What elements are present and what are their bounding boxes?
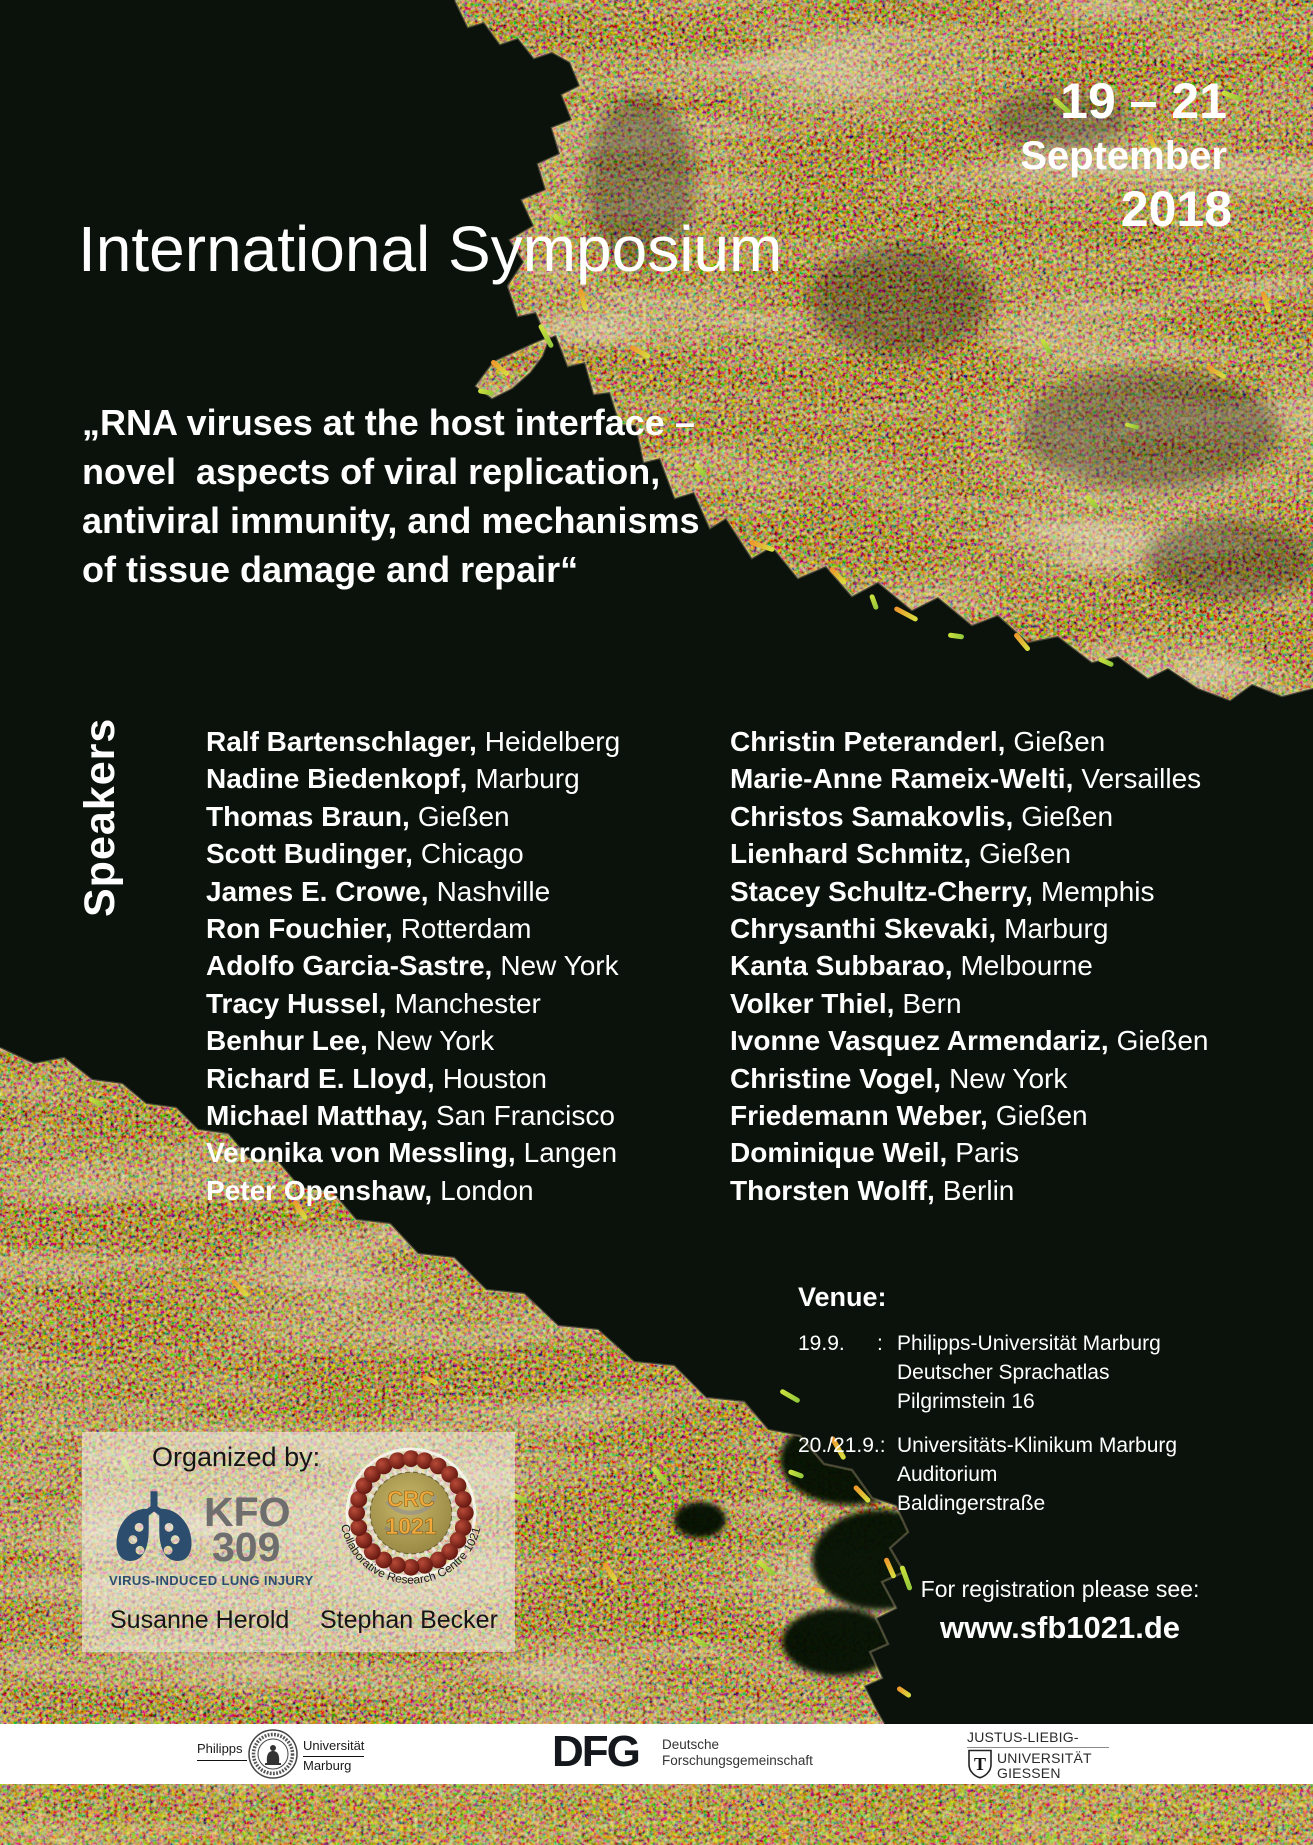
speaker-row: Lienhard Schmitz, Gießen xyxy=(730,838,1071,870)
speaker-row: Tracy Hussel, Manchester xyxy=(206,987,541,1019)
venue-line: Philipps-Universität Marburg xyxy=(897,1332,1161,1355)
registration-text: For registration please see: xyxy=(920,1576,1200,1602)
speakers-column-left xyxy=(206,723,620,1209)
speaker-row: Marie-Anne Rameix-Welti, Versailles xyxy=(730,763,1202,795)
organized-by-heading: Organized by: xyxy=(152,1442,321,1472)
speaker-row: Adolfo Garcia-Sastre, New York xyxy=(206,950,619,982)
dfg-logo-line: Deutsche xyxy=(662,1737,720,1752)
speaker-row: Ivonne Vasquez Armendariz, Gießen xyxy=(730,1025,1209,1057)
venue-line: Auditorium xyxy=(897,1463,998,1486)
venue-line: Universitäts-Klinikum Marburg xyxy=(897,1434,1178,1457)
speaker-row: Volker Thiel, Bern xyxy=(730,987,962,1019)
jlu-logo-line2: UNIVERSITÄT xyxy=(997,1750,1092,1766)
speaker-row: Richard E. Lloyd, Houston xyxy=(206,1062,547,1094)
speaker-row: Christos Samakovlis, Gießen xyxy=(730,800,1114,832)
poster-title: International Symposium xyxy=(78,213,783,285)
venue-row xyxy=(798,1431,1177,1518)
registration-url: www.sfb1021.de xyxy=(939,1610,1181,1645)
dfg-logo-abbr: DFG xyxy=(552,1727,639,1776)
speakers-heading: Speakers xyxy=(76,717,124,917)
jlu-logo xyxy=(967,1729,1117,1781)
venue-heading: Venue: xyxy=(798,1282,887,1312)
venue-line: Deutscher Sprachatlas xyxy=(897,1361,1110,1384)
virus-icon xyxy=(332,1444,490,1606)
jlu-logo-line3: GIESSEN xyxy=(997,1765,1061,1781)
crc-logo-text: CRC xyxy=(387,1486,435,1512)
crc-logo-number: 1021 xyxy=(385,1512,437,1539)
jlu-shield-letter: T xyxy=(973,1754,987,1774)
speaker-row: Michael Matthay, San Francisco xyxy=(206,1100,615,1132)
speaker-row: Benhur Lee, New York xyxy=(206,1025,495,1057)
date-range: 19 – 21 xyxy=(1060,73,1227,129)
venue-date-label: 20./21.9.: xyxy=(798,1434,886,1457)
marburg-logo-marburg: Marburg xyxy=(303,1758,352,1773)
venue-date-label: 19.9. xyxy=(798,1332,845,1355)
speaker-row: Christin Peteranderl, Gießen xyxy=(730,726,1106,757)
symposium-topic xyxy=(82,398,700,594)
kfo-tagline: VIRUS-INDUCED LUNG INJURY xyxy=(109,1573,314,1588)
date-year: 2018 xyxy=(1120,181,1232,237)
topic-line: antiviral immunity, and mechanisms xyxy=(82,500,700,541)
marburg-logo-universitaet: Universität xyxy=(303,1739,364,1757)
speaker-row: Thorsten Wolff, Berlin xyxy=(730,1174,1015,1206)
speaker-row: Veronika von Messling, Langen xyxy=(206,1137,618,1169)
speaker-row: Thomas Braun, Gießen xyxy=(206,800,510,832)
speaker-row: Scott Budinger, Chicago xyxy=(206,838,524,870)
venue-line: Pilgrimstein 16 xyxy=(897,1390,1035,1413)
speaker-row: Kanta Subbarao, Melbourne xyxy=(730,950,1093,982)
jlu-logo-line1: JUSTUS-LIEBIG- xyxy=(967,1729,1109,1748)
lungs-icon xyxy=(110,1488,198,1572)
registration-block xyxy=(886,1576,1234,1646)
venue-row xyxy=(798,1329,1177,1416)
marburg-logo-philipps: Philipps xyxy=(197,1741,247,1761)
speaker-row: Ralf Bartenschlager, Heidelberg xyxy=(206,726,621,757)
topic-line: novel aspects of viral replication, xyxy=(82,451,661,492)
speaker-row: Chrysanthi Skevaki, Marburg xyxy=(730,913,1109,945)
speaker-row: James E. Crowe, Nashville xyxy=(206,875,551,907)
speaker-row: Dominique Weil, Paris xyxy=(730,1137,1020,1169)
speaker-row: Friedemann Weber, Gießen xyxy=(730,1100,1088,1132)
organizer-name: Susanne Herold xyxy=(110,1606,290,1634)
speaker-row: Stacey Schultz-Cherry, Memphis xyxy=(730,875,1155,907)
crc-ring-text: Collaborative Research Centre 1021 xyxy=(338,1523,484,1587)
footer-logo-bar xyxy=(0,1724,1313,1784)
kfo-logo-number: 309 xyxy=(212,1524,281,1570)
speaker-row: Nadine Biedenkopf, Marburg xyxy=(206,763,580,795)
speaker-row: Ron Fouchier, Rotterdam xyxy=(206,913,532,945)
topic-line: „RNA viruses at the host interface – xyxy=(82,402,695,443)
topic-line: of tissue damage and repair“ xyxy=(82,549,579,590)
kfo-logo-text: KFO xyxy=(204,1489,291,1535)
date-block xyxy=(1020,73,1232,237)
date-month: September xyxy=(1020,134,1227,178)
university-seal-icon xyxy=(247,1728,299,1780)
speaker-row: Christine Vogel, New York xyxy=(730,1062,1068,1094)
venue-line: Baldingerstraße xyxy=(897,1492,1046,1515)
venue-details xyxy=(798,1329,1177,1533)
organizer-name: Stephan Becker xyxy=(320,1606,498,1634)
dfg-logo-line: Forschungsgemeinschaft xyxy=(662,1753,813,1768)
speakers-column-right xyxy=(730,723,1208,1209)
speaker-row: Peter Openshaw, London xyxy=(206,1174,534,1206)
organized-by-box xyxy=(82,1432,515,1652)
venue-separator: : xyxy=(877,1332,883,1355)
jlu-shield-icon xyxy=(967,1749,993,1779)
